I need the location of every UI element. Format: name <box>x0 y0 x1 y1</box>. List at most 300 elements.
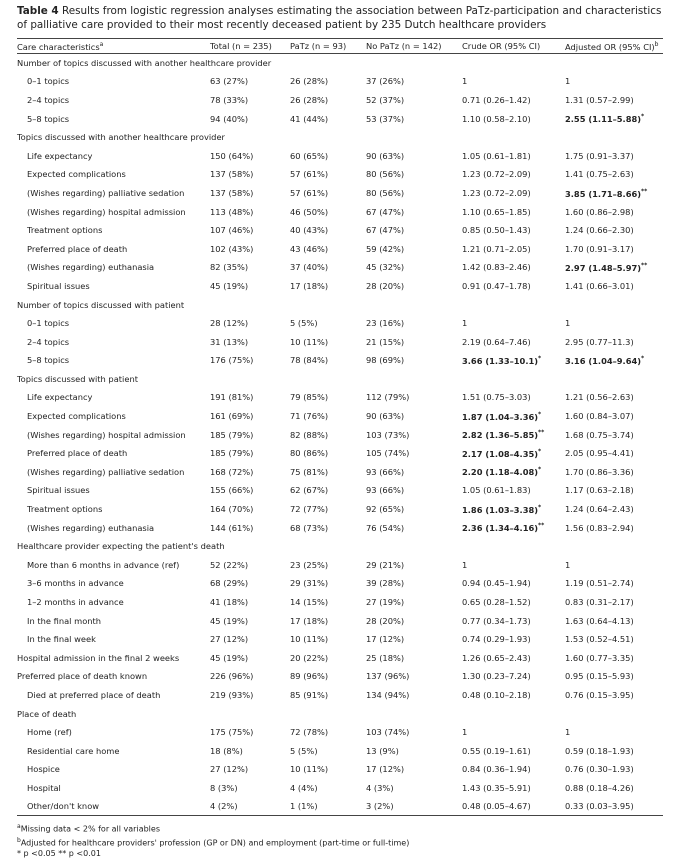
cell-total: 52 (22%) <box>210 559 249 570</box>
empty-cell <box>290 704 366 723</box>
cell-patz: 10 (11%) <box>290 634 329 645</box>
cell-nopatz: 92 (65%) <box>366 504 405 515</box>
section-row <box>17 295 663 314</box>
table-row <box>17 91 663 110</box>
table-row <box>17 351 663 370</box>
cell-crude: 1.23 (0.72–2.09) <box>462 187 531 198</box>
table-body <box>17 54 663 816</box>
cell-nopatz: 90 (63%) <box>366 411 405 422</box>
table-header-row <box>17 39 663 54</box>
cell-patz: 75 (81%) <box>290 466 329 477</box>
cell-crude: 2.36 (1.34–4.16)** <box>462 522 545 534</box>
cell-crude: 1.87 (1.04–3.36)* <box>462 410 542 422</box>
cell-nopatz: 67 (47%) <box>366 206 405 217</box>
table-row <box>17 463 663 482</box>
cell-patz: 82 (88%) <box>290 429 329 440</box>
cell-nopatz: 29 (21%) <box>366 559 405 570</box>
significance-marker: ** <box>538 429 545 437</box>
row-label: 1–2 months in advance <box>27 597 124 608</box>
cell-patz: 43 (46%) <box>290 243 329 254</box>
row-label: Number of topics discussed with patient <box>17 299 185 310</box>
footnote-b: $^b$Adjusted for healthcare providers' profession (GP or DN) and employment (part-time or full-time) <box>17 836 410 848</box>
cell-crude: 1.43 (0.35–5.91) <box>462 782 531 793</box>
cell-patz: 68 (73%) <box>290 522 329 533</box>
row-label: Preferred place of death <box>27 448 128 459</box>
table-row <box>17 146 663 165</box>
cell-adjusted: 0.76 (0.15–3.95) <box>565 689 634 700</box>
cell-crude: 1.05 (0.61–1.83) <box>462 485 531 496</box>
significance-marker: * <box>538 354 542 362</box>
table-row <box>17 779 663 798</box>
cell-total: 45 (19%) <box>210 615 249 626</box>
cell-adjusted: 2.97 (1.48–5.97)** <box>565 261 648 273</box>
cell-adjusted: 1.53 (0.52–4.51) <box>565 634 634 645</box>
cell-crude: 1.30 (0.23–7.24) <box>462 671 531 682</box>
cell-nopatz: 28 (20%) <box>366 280 405 291</box>
row-label: In the final month <box>27 615 102 626</box>
cell-total: 78 (33%) <box>210 94 249 105</box>
cell-adjusted: 2.55 (1.11–5.88)* <box>565 113 645 124</box>
cell-patz: 40 (43%) <box>290 225 329 236</box>
cell-crude: 1 <box>462 318 468 329</box>
cell-nopatz: 137 (96%) <box>366 671 410 682</box>
cell-nopatz: 17 (12%) <box>366 634 405 645</box>
significance-marker: * <box>538 410 542 418</box>
cell-total: 94 (40%) <box>210 113 249 124</box>
significance-marker: * <box>538 447 542 455</box>
table-row <box>17 221 663 240</box>
table-row <box>17 444 663 463</box>
cell-total: 219 (93%) <box>210 689 254 700</box>
cell-patz: 89 (96%) <box>290 671 329 682</box>
table-row <box>17 425 663 444</box>
cell-total: 27 (12%) <box>210 634 249 645</box>
cell-crude: 2.17 (1.08–4.35)* <box>462 447 542 459</box>
row-label: 0–1 topics <box>27 318 70 329</box>
row-label: Topics discussed with another healthcare provider <box>17 132 225 143</box>
table-label: Table 4 <box>17 5 59 17</box>
cell-adjusted: 0.33 (0.03–3.95) <box>565 797 663 816</box>
row-label: 3–6 months in advance <box>27 578 124 589</box>
cell-nopatz: 105 (74%) <box>366 448 410 459</box>
empty-cell <box>462 295 565 314</box>
cell-total: 175 (75%) <box>210 727 254 738</box>
cell-nopatz: 90 (63%) <box>366 150 405 161</box>
significance-marker: * <box>538 503 542 511</box>
table-row <box>17 109 663 128</box>
cell-crude: 1 <box>462 559 468 570</box>
cell-nopatz: 80 (56%) <box>366 187 405 198</box>
table-caption-text: Results from logistic regression analyses estimating the association between PaTz-participation and characteristics of palliative care provided to their most recently deceased patient by 235 Dutch healthcare providers <box>17 5 662 31</box>
cell-crude: 1 <box>462 727 468 738</box>
significance-marker: * <box>641 354 645 362</box>
row-label: Life expectancy <box>27 392 93 403</box>
empty-cell <box>565 370 663 389</box>
empty-cell <box>290 128 366 147</box>
cell-adjusted: 2.05 (0.95–4.41) <box>565 448 634 459</box>
cell-total: 137 (58%) <box>210 187 254 198</box>
cell-adjusted: 1.63 (0.64–4.13) <box>565 615 634 626</box>
cell-total: 155 (66%) <box>210 485 254 496</box>
empty-cell <box>290 54 366 73</box>
row-label: Preferred place of death known <box>17 671 148 682</box>
cell-crude: 1.05 (0.61–1.81) <box>462 150 531 161</box>
cell-total: 185 (79%) <box>210 429 254 440</box>
empty-cell <box>462 537 565 556</box>
cell-crude: 1.26 (0.65–2.43) <box>462 652 531 663</box>
table-row <box>17 630 663 649</box>
cell-total: 28 (12%) <box>210 318 249 329</box>
cell-total: 18 (8%) <box>210 745 243 756</box>
empty-cell <box>565 704 663 723</box>
row-label: Place of death <box>17 708 77 719</box>
table-row <box>17 184 663 203</box>
cell-patz: 37 (40%) <box>290 262 329 273</box>
table-row <box>17 574 663 593</box>
table-row <box>17 518 663 537</box>
cell-total: 161 (69%) <box>210 411 254 422</box>
cell-nopatz: 21 (15%) <box>366 336 405 347</box>
cell-adjusted: 1 <box>565 559 571 570</box>
significance-marker: * <box>538 466 542 474</box>
cell-crude: 0.85 (0.50–1.43) <box>462 225 531 236</box>
cell-adjusted: 1.17 (0.63–2.18) <box>565 485 634 496</box>
table-row <box>17 649 663 668</box>
empty-cell <box>210 704 290 723</box>
cell-patz: 1 (1%) <box>290 797 366 816</box>
cell-adjusted: 1.31 (0.57–2.99) <box>565 94 634 105</box>
cell-total: 144 (61%) <box>210 522 254 533</box>
significance-marker: * <box>641 113 645 121</box>
row-label: (Wishes regarding) euthanasia <box>27 522 155 533</box>
cell-crude: 1.86 (1.03–3.38)* <box>462 503 542 515</box>
cell-patz: 17 (18%) <box>290 280 329 291</box>
row-label: Spiritual issues <box>27 280 90 291</box>
cell-total: 137 (58%) <box>210 169 254 180</box>
cell-patz: 72 (78%) <box>290 727 329 738</box>
cell-adjusted: 1.60 (0.84–3.07) <box>565 411 634 422</box>
row-label: (Wishes regarding) euthanasia <box>27 262 155 273</box>
row-label: Residential care home <box>27 745 120 756</box>
row-label: 0–1 topics <box>27 76 70 87</box>
empty-cell <box>462 704 565 723</box>
cell-patz: 78 (84%) <box>290 355 329 366</box>
row-label: Number of topics discussed with another healthcare provider <box>17 58 272 69</box>
cell-total: 8 (3%) <box>210 782 238 793</box>
cell-crude: 1.21 (0.71–2.05) <box>462 243 531 254</box>
cell-patz: 80 (86%) <box>290 448 329 459</box>
table-row <box>17 500 663 519</box>
table-row <box>17 202 663 221</box>
empty-cell <box>366 370 462 389</box>
cell-patz: 14 (15%) <box>290 597 329 608</box>
row-label: (Wishes regarding) palliative sedation <box>27 466 185 477</box>
cell-adjusted: 1 <box>565 727 571 738</box>
cell-total: 168 (72%) <box>210 466 254 477</box>
cell-adjusted: 1.75 (0.91–3.37) <box>565 150 634 161</box>
cell-total: 164 (70%) <box>210 504 254 515</box>
empty-cell <box>462 54 565 73</box>
cell-adjusted: 1.60 (0.77–3.35) <box>565 652 634 663</box>
cell-nopatz: 59 (42%) <box>366 243 405 254</box>
cell-patz: 57 (61%) <box>290 187 329 198</box>
cell-crude: 0.48 (0.05–4.67) <box>462 797 565 816</box>
cell-patz: 85 (91%) <box>290 689 329 700</box>
cell-nopatz: 4 (3%) <box>366 782 394 793</box>
cell-adjusted: 1.41 (0.75–2.63) <box>565 169 634 180</box>
table-row <box>17 165 663 184</box>
cell-patz: 17 (18%) <box>290 615 329 626</box>
cell-nopatz: 23 (16%) <box>366 318 405 329</box>
table-row <box>17 797 663 816</box>
row-label: 2–4 topics <box>27 94 70 105</box>
significance-marker: ** <box>538 522 545 530</box>
row-label: Preferred place of death <box>27 243 128 254</box>
row-label: Hospital <box>27 782 61 793</box>
cell-patz: 46 (50%) <box>290 206 329 217</box>
cell-nopatz: 80 (56%) <box>366 169 405 180</box>
section-row <box>17 54 663 73</box>
table-row <box>17 332 663 351</box>
table-row <box>17 611 663 630</box>
row-label: Life expectancy <box>27 150 93 161</box>
row-label: Expected complications <box>27 411 126 422</box>
cell-total: 27 (12%) <box>210 764 249 775</box>
section-row <box>17 537 663 556</box>
row-label: Healthcare provider expecting the patient's death <box>17 541 225 552</box>
cell-crude: 2.20 (1.18–4.08)* <box>462 466 542 478</box>
empty-cell <box>565 128 663 147</box>
table-row <box>17 258 663 277</box>
row-label: In the final week <box>27 634 96 645</box>
cell-crude: 1.10 (0.58–2.10) <box>462 113 531 124</box>
table-row <box>17 277 663 296</box>
cell-nopatz: 37 (26%) <box>366 76 405 87</box>
table-row <box>17 556 663 575</box>
cell-adjusted: 0.83 (0.31–2.17) <box>565 597 634 608</box>
cell-adjusted: 1.68 (0.75–3.74) <box>565 429 634 440</box>
cell-nopatz: 3 (2%) <box>366 797 462 816</box>
cell-nopatz: 45 (32%) <box>366 262 405 273</box>
empty-cell <box>366 295 462 314</box>
cell-adjusted: 1.19 (0.51–2.74) <box>565 578 634 589</box>
empty-cell <box>210 295 290 314</box>
cell-nopatz: 28 (20%) <box>366 615 405 626</box>
cell-patz: 72 (77%) <box>290 504 329 515</box>
row-label: Other/don't know <box>17 797 210 816</box>
table-row <box>17 481 663 500</box>
cell-crude: 0.84 (0.36–1.94) <box>462 764 531 775</box>
cell-adjusted: 1.56 (0.83–2.94) <box>565 522 634 533</box>
empty-cell <box>290 370 366 389</box>
cell-total: 45 (19%) <box>210 652 249 663</box>
table-row <box>17 723 663 742</box>
cell-patz: 10 (11%) <box>290 336 329 347</box>
table-row <box>17 593 663 612</box>
cell-nopatz: 134 (94%) <box>366 689 410 700</box>
cell-nopatz: 39 (28%) <box>366 578 405 589</box>
empty-cell <box>210 370 290 389</box>
footnote-significance: * p <0.05 ** p <0.01 <box>17 849 101 859</box>
empty-cell <box>290 537 366 556</box>
row-label: Spiritual issues <box>27 485 90 496</box>
cell-adjusted: 1.41 (0.66–3.01) <box>565 280 634 291</box>
empty-cell <box>366 537 462 556</box>
cell-nopatz: 103 (73%) <box>366 429 410 440</box>
cell-total: 226 (96%) <box>210 671 254 682</box>
cell-nopatz: 53 (37%) <box>366 113 405 124</box>
row-label: Treatment options <box>27 504 103 515</box>
cell-patz: 26 (28%) <box>290 76 329 87</box>
header-adjusted: Adjusted OR (95% CI)$^b$ <box>565 39 663 54</box>
cell-crude: 1.23 (0.72–2.09) <box>462 169 531 180</box>
cell-nopatz: 93 (66%) <box>366 466 405 477</box>
table-caption <box>17 4 662 32</box>
cell-crude: 0.91 (0.47–1.78) <box>462 280 531 291</box>
row-label: (Wishes regarding) hospital admission <box>27 206 186 217</box>
cell-patz: 79 (85%) <box>290 392 329 403</box>
row-label: Treatment options <box>27 225 103 236</box>
cell-total: 102 (43%) <box>210 243 254 254</box>
table-row <box>17 239 663 258</box>
cell-adjusted: 2.95 (0.77–11.3) <box>565 336 634 347</box>
cell-patz: 57 (61%) <box>290 169 329 180</box>
cell-adjusted: 0.95 (0.15–5.93) <box>565 671 634 682</box>
cell-crude: 0.55 (0.19–1.61) <box>462 745 531 756</box>
cell-nopatz: 103 (74%) <box>366 727 410 738</box>
cell-nopatz: 17 (12%) <box>366 764 405 775</box>
cell-nopatz: 52 (37%) <box>366 94 405 105</box>
cell-patz: 41 (44%) <box>290 113 329 124</box>
cell-adjusted: 1.24 (0.64–2.43) <box>565 504 634 515</box>
cell-total: 107 (46%) <box>210 225 254 236</box>
significance-marker: ** <box>641 261 648 269</box>
header-crude: Crude OR (95% CI) <box>462 39 565 54</box>
cell-total: 4 (2%) <box>210 797 290 816</box>
cell-adjusted: 1.21 (0.56–2.63) <box>565 392 634 403</box>
cell-nopatz: 112 (79%) <box>366 392 410 403</box>
cell-patz: 10 (11%) <box>290 764 329 775</box>
cell-patz: 5 (5%) <box>290 318 318 329</box>
row-label: Hospital admission in the final 2 weeks <box>17 652 180 663</box>
cell-nopatz: 25 (18%) <box>366 652 405 663</box>
row-label: (Wishes regarding) palliative sedation <box>27 187 185 198</box>
cell-total: 68 (29%) <box>210 578 249 589</box>
cell-crude: 0.65 (0.28–1.52) <box>462 597 531 608</box>
header-total: Total (n = 235) <box>210 39 290 54</box>
cell-patz: 23 (25%) <box>290 559 329 570</box>
cell-crude: 1.10 (0.65–1.85) <box>462 206 531 217</box>
row-label: Expected complications <box>27 169 126 180</box>
cell-nopatz: 13 (9%) <box>366 745 399 756</box>
row-label: Topics discussed with patient <box>17 373 138 384</box>
cell-crude: 1 <box>462 76 468 87</box>
table-row <box>17 667 663 686</box>
footnotes <box>17 821 409 859</box>
cell-nopatz: 27 (19%) <box>366 597 405 608</box>
cell-adjusted: 1 <box>565 76 571 87</box>
cell-total: 45 (19%) <box>210 280 249 291</box>
section-row <box>17 370 663 389</box>
header-patz: PaTz (n = 93) <box>290 39 366 54</box>
cell-adjusted: 1.70 (0.86–3.36) <box>565 466 634 477</box>
cell-adjusted: 1.70 (0.91–3.17) <box>565 243 634 254</box>
cell-patz: 26 (28%) <box>290 94 329 105</box>
cell-crude: 0.71 (0.26–1.42) <box>462 94 531 105</box>
empty-cell <box>462 370 565 389</box>
table-row <box>17 407 663 426</box>
cell-adjusted: 3.16 (1.04–9.64)* <box>565 354 645 366</box>
cell-patz: 5 (5%) <box>290 745 318 756</box>
empty-cell <box>366 54 462 73</box>
cell-patz: 4 (4%) <box>290 782 318 793</box>
row-label: Home (ref) <box>27 727 72 738</box>
cell-patz: 29 (31%) <box>290 578 329 589</box>
cell-crude: 0.94 (0.45–1.94) <box>462 578 531 589</box>
cell-nopatz: 93 (66%) <box>366 485 405 496</box>
cell-total: 185 (79%) <box>210 448 254 459</box>
cell-adjusted: 1.60 (0.86–2.98) <box>565 206 634 217</box>
table-row <box>17 72 663 91</box>
cell-total: 176 (75%) <box>210 355 254 366</box>
cell-total: 82 (35%) <box>210 262 249 273</box>
cell-crude: 1.42 (0.83–2.46) <box>462 262 531 273</box>
empty-cell <box>366 704 462 723</box>
cell-total: 150 (64%) <box>210 150 254 161</box>
cell-patz: 71 (76%) <box>290 411 329 422</box>
table-row <box>17 686 663 705</box>
row-label: (Wishes regarding) hospital admission <box>27 429 186 440</box>
cell-crude: 1.51 (0.75–3.03) <box>462 392 531 403</box>
cell-adjusted: 0.59 (0.18–1.93) <box>565 745 634 756</box>
empty-cell <box>366 128 462 147</box>
cell-adjusted: 1 <box>565 318 571 329</box>
cell-crude: 2.19 (0.64–7.46) <box>462 336 531 347</box>
cell-adjusted: 0.76 (0.30–1.93) <box>565 764 634 775</box>
row-label: Hospice <box>27 764 60 775</box>
empty-cell <box>565 54 663 73</box>
section-row <box>17 704 663 723</box>
row-label: 2–4 topics <box>27 336 70 347</box>
cell-adjusted: 1.24 (0.66–2.30) <box>565 225 634 236</box>
cell-total: 113 (48%) <box>210 206 254 217</box>
results-table <box>17 38 663 816</box>
empty-cell <box>290 295 366 314</box>
cell-patz: 62 (67%) <box>290 485 329 496</box>
cell-patz: 60 (65%) <box>290 150 329 161</box>
cell-crude: 0.48 (0.10–2.18) <box>462 689 531 700</box>
table-row <box>17 760 663 779</box>
table-row <box>17 741 663 760</box>
row-label: More than 6 months in advance (ref) <box>27 559 180 570</box>
empty-cell <box>565 537 663 556</box>
cell-nopatz: 76 (54%) <box>366 522 405 533</box>
cell-total: 191 (81%) <box>210 392 254 403</box>
cell-total: 31 (13%) <box>210 336 249 347</box>
row-label: 5–8 topics <box>27 113 70 124</box>
table-row <box>17 388 663 407</box>
cell-nopatz: 67 (47%) <box>366 225 405 236</box>
empty-cell <box>565 295 663 314</box>
row-label: Died at preferred place of death <box>27 689 161 700</box>
cell-crude: 2.82 (1.36–5.85)** <box>462 429 545 441</box>
cell-crude: 0.77 (0.34–1.73) <box>462 615 531 626</box>
section-row <box>17 128 663 147</box>
significance-marker: ** <box>641 187 648 195</box>
cell-crude: 3.66 (1.33–10.1)* <box>462 354 542 366</box>
table-row <box>17 314 663 333</box>
cell-nopatz: 98 (69%) <box>366 355 405 366</box>
